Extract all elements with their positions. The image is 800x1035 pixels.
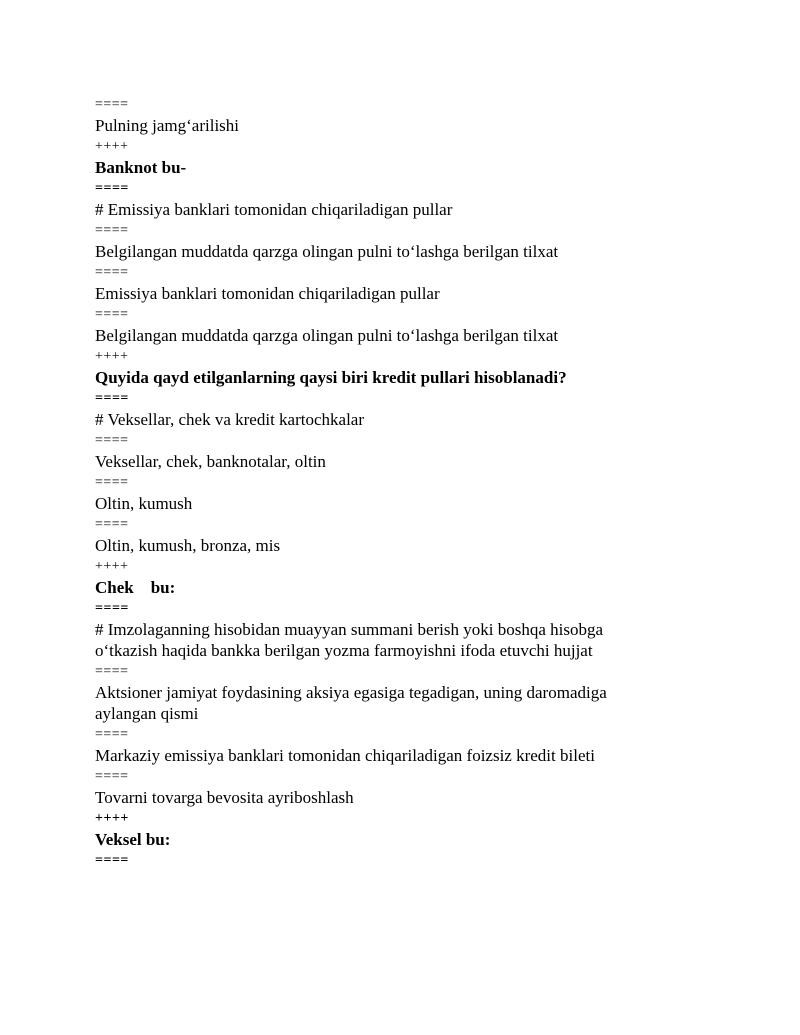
question-text: Quyida qayd etilganlarning qaysi biri kredit pullari hisoblanadi? — [95, 368, 567, 387]
separator-line: ==== — [95, 223, 129, 238]
separator-line: ==== — [95, 601, 129, 616]
answer-option: Belgilangan muddatda qarzga olingan pulni to‘lashga berilgan tilxat — [95, 242, 559, 261]
answer-option: Tovarni tovarga bevosita ayriboshlash — [95, 788, 354, 807]
separator-line: ==== — [95, 853, 129, 868]
separator-line: ==== — [95, 97, 129, 112]
correct-answer-option: # Emissiya banklari tomonidan chiqariladigan pullar — [95, 200, 453, 219]
answer-option: Oltin, kumush, bronza, mis — [95, 536, 281, 555]
question-separator: ++++ — [95, 559, 129, 574]
correct-answer-option: # Imzolaganning hisobidan muayyan summani berish yoki boshqa hisobga — [95, 620, 604, 639]
separator-line: ==== — [95, 433, 129, 448]
separator-line: ==== — [95, 475, 129, 490]
answer-option: Veksellar, chek, banknotalar, oltin — [95, 452, 326, 471]
answer-option: Markaziy emissiya banklari tomonidan chiqariladigan foizsiz kredit bileti — [95, 746, 595, 765]
separator-line: ==== — [95, 727, 129, 742]
answer-option: Aktsioner jamiyat foydasining aksiya egasiga tegadigan, uning daromadiga — [95, 683, 607, 702]
separator-line: ==== — [95, 307, 129, 322]
separator-line: ==== — [95, 769, 129, 784]
question-separator: ++++ — [95, 811, 129, 826]
question-text: Veksel bu: — [95, 830, 171, 849]
answer-option-continued: aylangan qismi — [95, 704, 199, 723]
question-text: Chek bu: — [95, 578, 176, 597]
answer-option: Pulning jamg‘arilishi — [95, 116, 240, 135]
correct-answer-option: # Veksellar, chek va kredit kartochkalar — [95, 410, 365, 429]
question-separator: ++++ — [95, 139, 129, 154]
separator-line: ==== — [95, 181, 129, 196]
question-separator: ++++ — [95, 349, 129, 364]
answer-option: Oltin, kumush — [95, 494, 193, 513]
separator-line: ==== — [95, 265, 129, 280]
separator-line: ==== — [95, 517, 129, 532]
separator-line: ==== — [95, 391, 129, 406]
document-page — [95, 94, 715, 871]
answer-option: Belgilangan muddatda qarzga olingan pulni to‘lashga berilgan tilxat — [95, 326, 559, 345]
answer-option: Emissiya banklari tomonidan chiqariladigan pullar — [95, 284, 440, 303]
correct-answer-option-continued: o‘tkazish haqida bankka berilgan yozma farmoyishni ifoda etuvchi hujjat — [95, 641, 593, 660]
separator-line: ==== — [95, 664, 129, 679]
question-text: Banknot bu- — [95, 158, 187, 177]
